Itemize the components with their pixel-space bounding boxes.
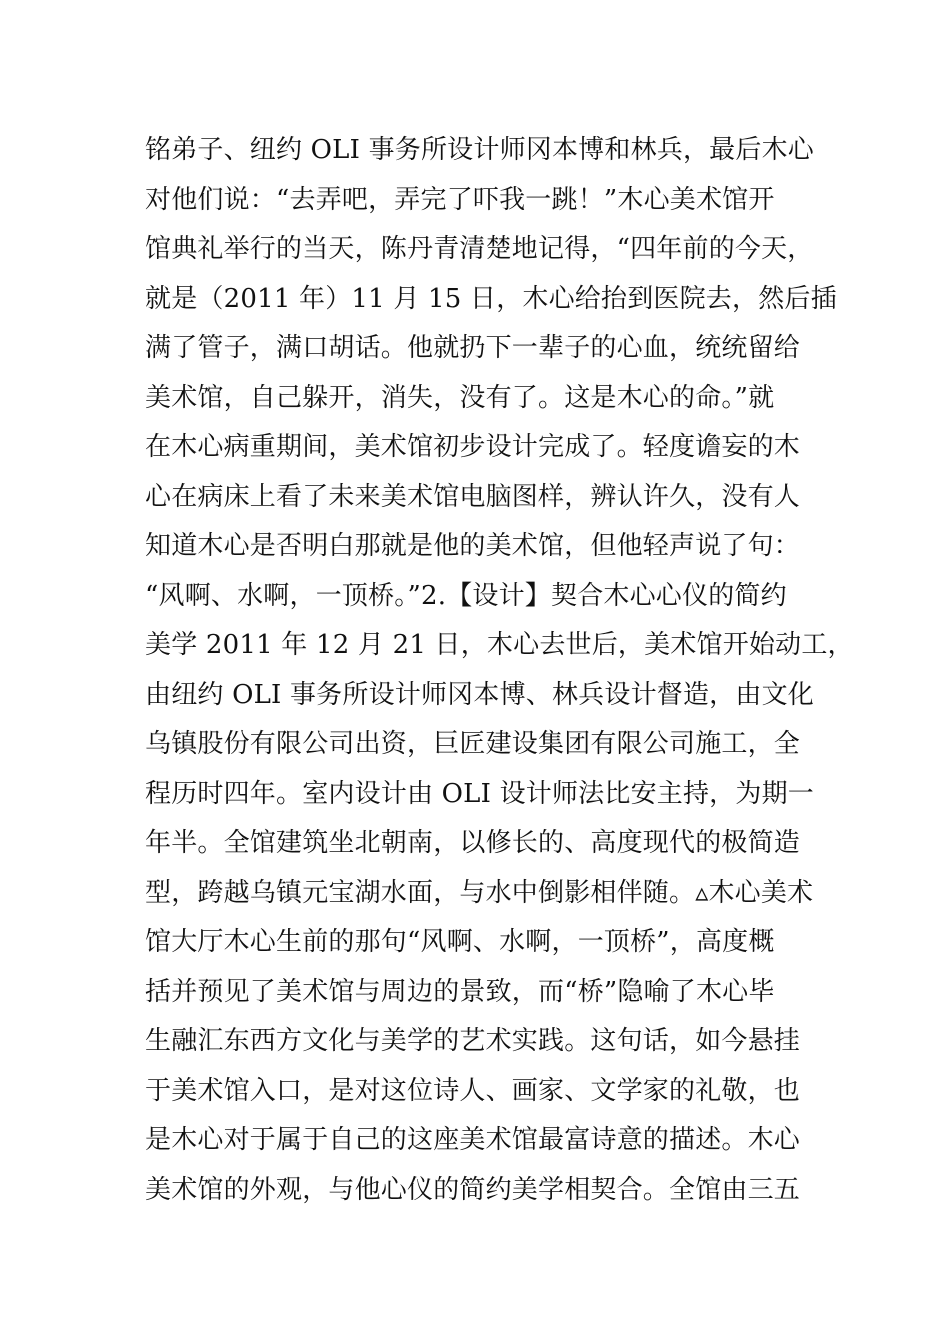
text-line: 满了管子，满口胡话。他就扔下一辈子的心血，统统留给	[145, 333, 801, 363]
text-line: 年半。全馆建筑坐北朝南，以修长的、高度现代的极简造	[145, 828, 801, 858]
text-line: 是木心对于属于自己的这座美术馆最富诗意的描述。木心	[145, 1125, 801, 1155]
text-line: “风啊、水啊，一顶桥。”2.【设计】契合木心心仪的简约	[145, 580, 787, 611]
text-line: 型，跨越乌镇元宝湖水面，与水中倒影相伴随。▵木心美术	[145, 877, 814, 908]
text-line: 馆大厅木心生前的那句“风啊、水啊，一顶桥”，高度概	[145, 927, 775, 957]
text-line: 美术馆的外观，与他心仪的简约美学相契合。全馆由三五	[145, 1174, 801, 1205]
text-line: 美术馆，自己躲开，消失，没有了。这是木心的命。”就	[145, 382, 775, 413]
text-line: 知道木心是否明白那就是他的美术馆，但他轻声说了句：	[145, 531, 801, 561]
text-line: 美学 2011 年 12 月 21 日，木心去世后，美术馆开始动工，	[145, 630, 854, 660]
body-text	[145, 126, 854, 1215]
text-line: 馆典礼举行的当天，陈丹青清楚地记得，“四年前的今天，	[145, 234, 814, 264]
text-line: 在木心病重期间，美术馆初步设计完成了。轻度谵妄的木	[145, 432, 801, 462]
text-line: 由纽约 OLI 事务所设计师冈本博、林兵设计督造，由文化	[145, 679, 814, 710]
text-line: 程历时四年。室内设计由 OLI 设计师法比安主持，为期一	[145, 778, 814, 809]
text-line: 生融汇东西方文化与美学的艺术实践。这句话，如今悬挂	[145, 1026, 801, 1056]
text-line: 铭弟子、纽约 OLI 事务所设计师冈本博和林兵，最后木心	[145, 135, 814, 165]
text-line: 括并预见了美术馆与周边的景致，而“桥”隐喻了木心毕	[145, 976, 775, 1007]
text-line: 心在病床上看了未来美术馆电脑图样，辨认许久，没有人	[145, 481, 801, 512]
text-line: 就是（2011 年）11 月 15 日，木心给抬到医院去，然后插	[145, 283, 837, 314]
text-line: 于美术馆入口，是对这位诗人、画家、文学家的礼敬，也	[145, 1075, 801, 1106]
text-line: 乌镇股份有限公司出资，巨匠建设集团有限公司施工，全	[145, 729, 801, 759]
text-line: 对他们说：“去弄吧，弄完了吓我一跳！”木心美术馆开	[145, 184, 775, 215]
